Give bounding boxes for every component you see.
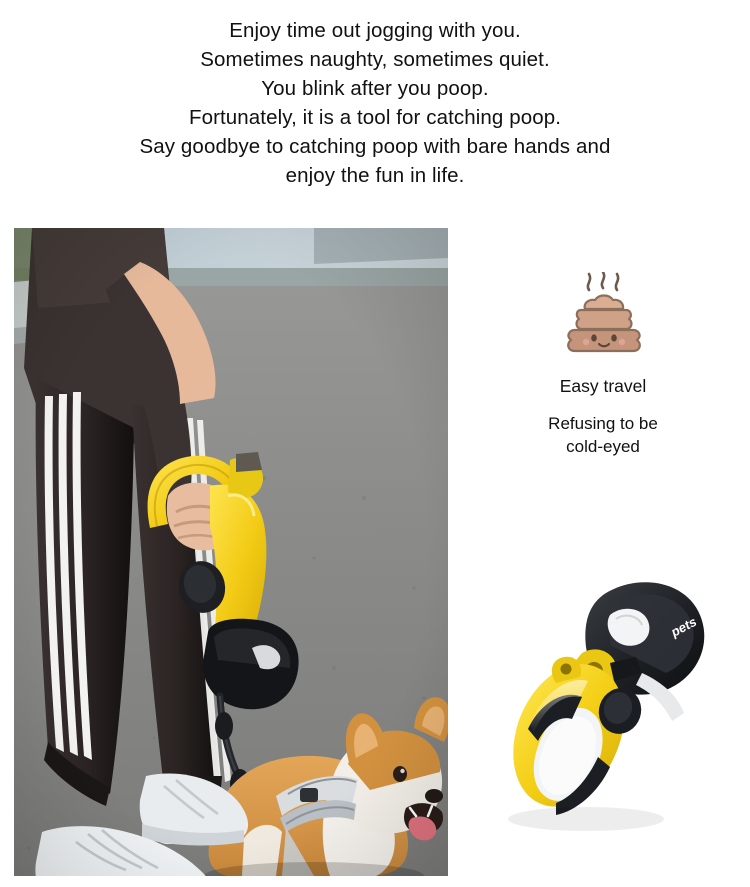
feature-subtitle-line-1: Refusing to be [548,414,658,433]
lifestyle-photo [14,228,448,876]
headline-line-1: Enjoy time out jogging with you. [229,19,521,42]
feature-title: Easy travel [559,376,647,396]
headline-line-6: enjoy the fun in life. [285,164,465,187]
feature-subtitle [470,412,736,458]
feature-subtitle-line-2: cold-eyed [566,437,640,456]
headline-copy [0,16,750,190]
product-brand-text: pets [668,613,700,640]
headline-line-4: Fortunately, it is a tool for catching poop. [188,106,562,129]
feature-block [470,272,736,458]
headline-line-2: Sometimes naughty, sometimes quiet. [200,48,550,71]
headline-line-3: You blink after you poop. [261,77,489,100]
headline-line-5: Say goodbye to catching poop with bare hands and [139,135,611,158]
product-photo [460,545,746,845]
poop-icon [470,272,736,364]
